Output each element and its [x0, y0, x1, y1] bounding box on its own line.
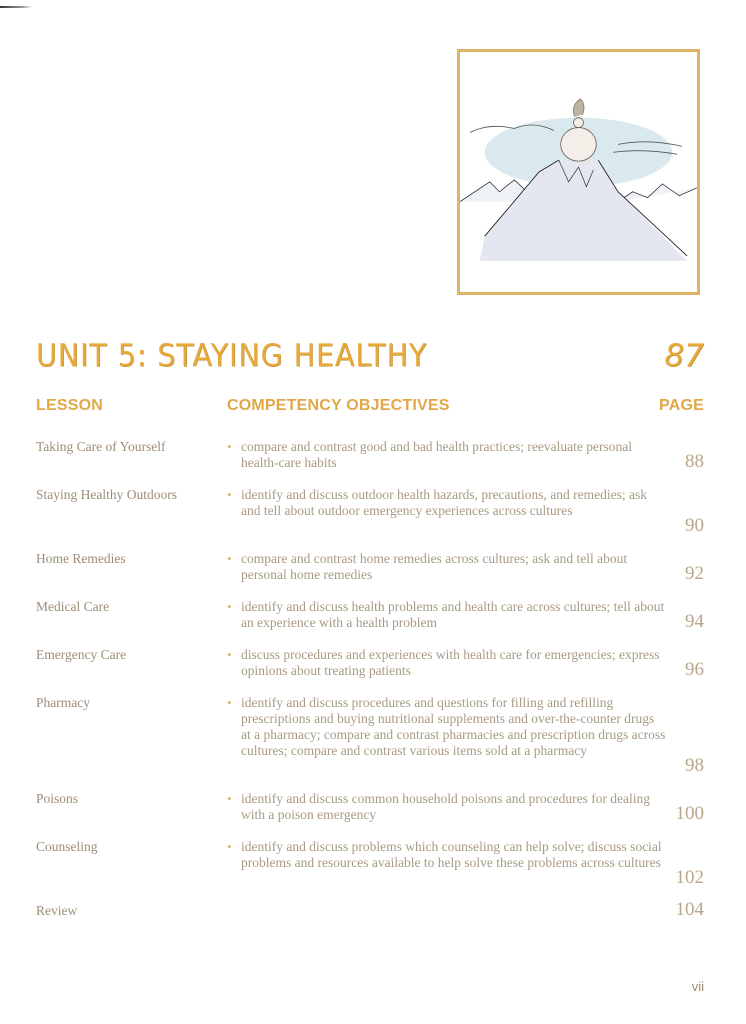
folio-page-number: vii: [691, 979, 704, 994]
page-number[interactable]: 92: [685, 563, 704, 584]
bullet-icon: •: [227, 647, 232, 662]
page-number[interactable]: 94: [685, 611, 704, 632]
column-header-page: PAGE: [659, 397, 704, 414]
lesson-title[interactable]: Pharmacy: [36, 695, 90, 710]
competency-objective: • compare and contrast good and bad health practices; reevaluate personal health-care habits: [227, 439, 632, 470]
unit-title: UNIT 5: STAYING HEALTHY: [36, 338, 428, 374]
bullet-icon: •: [227, 487, 232, 502]
mountain-meditation-illustration: [460, 52, 697, 292]
unit-illustration: [457, 49, 700, 295]
page-number[interactable]: 90: [685, 515, 704, 536]
page-number[interactable]: 102: [675, 867, 704, 888]
competency-objective: • identify and discuss problems which counseling can help solve; discuss social problems and resources available to help solve these problems across cultures: [227, 839, 662, 870]
bullet-icon: •: [227, 551, 232, 566]
page-number[interactable]: 104: [675, 899, 704, 920]
lesson-title[interactable]: Taking Care of Yourself: [36, 439, 166, 454]
competency-objective: • identify and discuss outdoor health hazards, precautions, and remedies; ask and tell about outdoor emergency experiences across cultures: [227, 487, 648, 518]
lesson-title[interactable]: Staying Healthy Outdoors: [36, 487, 177, 502]
unit-start-page: 87: [664, 338, 704, 374]
bullet-icon: •: [227, 695, 232, 710]
page-number[interactable]: 96: [685, 659, 704, 680]
lesson-title[interactable]: Poisons: [36, 791, 79, 806]
lesson-title[interactable]: Medical Care: [36, 599, 110, 614]
bullet-icon: •: [227, 839, 232, 854]
competency-objective: • identify and discuss health problems and health care across cultures; tell about an experience with a health problem: [227, 599, 665, 630]
bullet-icon: •: [227, 599, 232, 614]
competency-objective: • identify and discuss procedures and questions for filling and refilling prescriptions and buying nutritional supplements and over-the-counter drugs at a pharmacy; compare and contrast pharmacies and prescription drugs across cultures; compare and contrast various items sold at a pharmacy: [227, 695, 666, 758]
page-number[interactable]: 100: [675, 803, 704, 824]
page-number[interactable]: 88: [685, 451, 704, 472]
bullet-icon: •: [227, 791, 232, 806]
page-number[interactable]: 98: [685, 755, 704, 776]
competency-objective: • compare and contrast home remedies across cultures; ask and tell about personal home remedies: [227, 551, 628, 582]
column-header-lesson: LESSON: [36, 397, 103, 414]
lesson-title[interactable]: Counseling: [36, 839, 98, 854]
lesson-title[interactable]: Home Remedies: [36, 551, 126, 566]
scan-edge-mark: [0, 6, 32, 8]
lesson-title[interactable]: Review: [36, 903, 78, 918]
competency-objective: • identify and discuss common household poisons and procedures for dealing with a poison emergency: [227, 791, 651, 822]
bullet-icon: •: [227, 439, 232, 454]
competency-objective: • discuss procedures and experiences with health care for emergencies; express opinions about treating patients: [227, 647, 660, 678]
column-header-objectives: COMPETENCY OBJECTIVES: [227, 397, 450, 414]
lesson-title[interactable]: Emergency Care: [36, 647, 127, 662]
